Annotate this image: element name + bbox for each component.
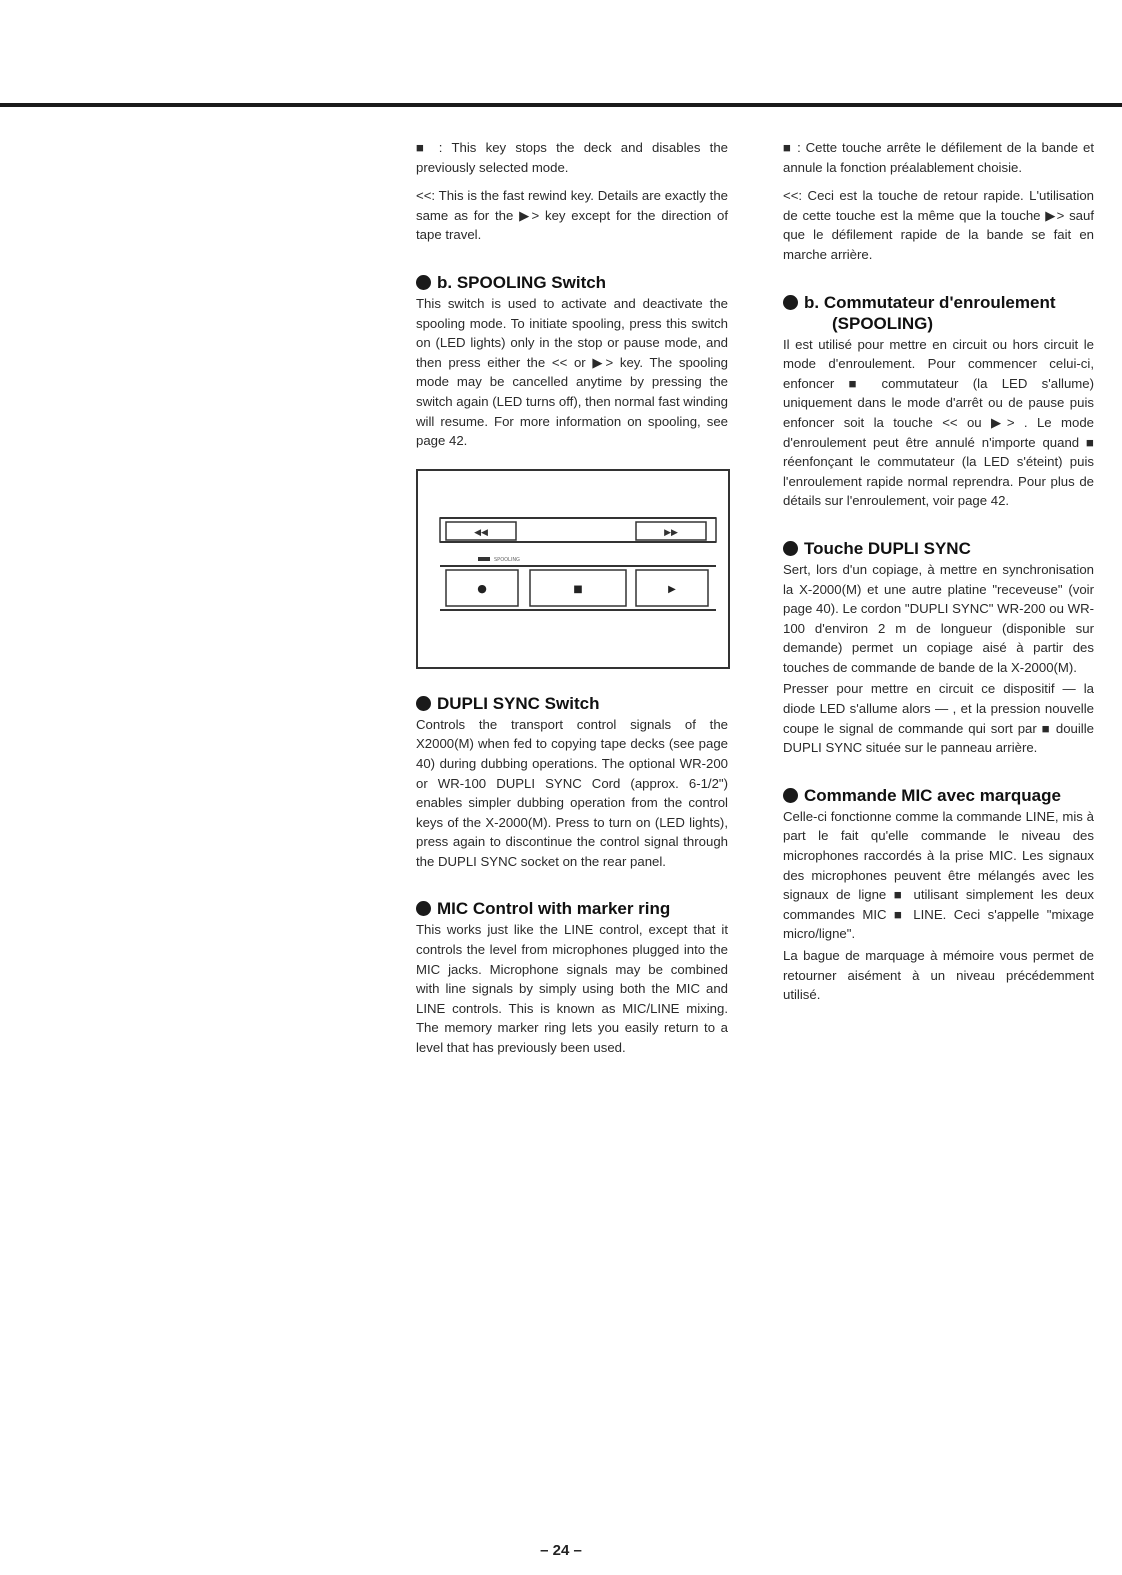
rewind-icon: ◀◀ bbox=[474, 527, 488, 538]
item-number-badge bbox=[783, 295, 798, 310]
item-number-badge bbox=[416, 901, 431, 916]
dupli-sync-heading-fr bbox=[783, 538, 1094, 559]
transport-keys-figure bbox=[416, 469, 730, 669]
item-number-badge bbox=[416, 696, 431, 711]
spooling-heading-fr bbox=[783, 292, 1094, 334]
spooling-text: This switch is used to activate and deactivate the spooling mode. To initiate spooling, press this switch on (LED lights) only in the stop or pause mode, and then press either the << or ▶> key. The spooling mode may be cancelled anytime by pressing the switch again (LED turns off), then normal fast winding will resume. For more information on spooling, see page 42. bbox=[416, 295, 729, 449]
spooling-led bbox=[478, 557, 490, 561]
page-number: – 24 – bbox=[540, 1542, 582, 1559]
dupli-sync-text-fr: Sert, lors d'un copiage, à mettre en synchronisation la X-2000(M) et une autre platine "receveuse" (voir page 40). Le cordon "DUPLI SYNC" WR-200 ou WR-100 d'environ 2 m de longueur (disponible sur demande) permet un copiage aisé à partir des touches de commande de bande de la X-2000(M). bbox=[783, 561, 1094, 675]
english-column bbox=[416, 138, 728, 1067]
rewind-key-text-fr: <<: Ceci est la touche de retour rapide. L'utilisation de cette touche est la même que la touche ▶> sauf que le défilement rapide de la bande se fait en marche arrière. bbox=[783, 188, 1094, 262]
led-label: SPOOLING bbox=[494, 556, 520, 563]
spooling-heading-fr-text bbox=[804, 292, 1056, 334]
play-icon: ▶ bbox=[668, 583, 676, 595]
top-rule bbox=[0, 103, 1122, 107]
spooling-heading-fr-line1: b. Commutateur d'enroulement bbox=[804, 292, 1056, 312]
dupli-sync-heading-text: DUPLI SYNC Switch bbox=[437, 693, 600, 713]
item-number-badge bbox=[783, 541, 798, 556]
mic-control-heading bbox=[416, 898, 728, 919]
spooling-text-fr: Il est utilisé pour mettre en circuit ou hors circuit le mode d'enroulement. Pour commencer celui-ci, enfoncer ■ commutateur (la LED s'allume) uniquement dans le mode d'arrêt ou de pause puis enfoncer soit la touche << ou ▶> . Le mode d'enroulement peut être annulé n'importe quand ■ réenfonçant le commutateur (la LED s'éteint) puis l'enroulement rapide normal reprendra. Pour plus de détails sur l'enroulement, voir page 42. bbox=[783, 336, 1094, 509]
spooling-heading-fr-line2: (SPOOLING) bbox=[832, 313, 934, 333]
mic-control-heading-fr-text: Commande MIC avec marquage bbox=[804, 785, 1061, 805]
record-icon: ● bbox=[477, 581, 487, 595]
fast-forward-icon: ▶▶ bbox=[664, 527, 678, 538]
item-number-badge bbox=[416, 275, 431, 290]
dupli-sync-text: Controls the transport control signals of the X2000(M) when fed to copying tape decks (see page 40) during dubbing operations. The optional WR-200 or WR-100 DUPLI SYNC Cord (approx. 6-1/2") enables simpler dubbing operation from the control keys of the X-2000(M). Press to turn on (LED lights), press again to discontinue the control signal through the DUPLI SYNC socket on the rear panel. bbox=[416, 716, 728, 869]
mic-control-text: This works just like the LINE control, except that it controls the level from microphones plugged into the MIC jacks. Microphone signals may be combined with line signals by simply using both the MIC and LINE controls. This is known as MIC/LINE mixing. The memory marker ring lets you easily return to a level that has previously been used. bbox=[416, 922, 728, 1056]
stop-key-text: ■ : This key stops the deck and disables the previously selected mode. bbox=[416, 140, 728, 175]
spooling-heading-text: b. SPOOLING Switch bbox=[437, 272, 607, 292]
mic-control-text-fr: Celle-ci fonctionne comme la commande LINE, mis à part le fait qu'elle commande le niveau des microphones raccordés à la prise MIC. Les signaux des microphones peuvent être mélangés avec les signaux de ligne ■ utilisant simplement les deux commandes MIC ■ LINE. Ceci s'appelle "mixage micro/ligne". bbox=[783, 808, 1094, 942]
french-column bbox=[783, 138, 1094, 1014]
dupli-sync-heading bbox=[416, 693, 728, 714]
stop-key-text-fr: ■ : Cette touche arrête le défilement de la bande et annule la fonction préalablement choisie. bbox=[783, 140, 1094, 175]
rewind-key-text: <<: This is the fast rewind key. Details are exactly the same as for the ▶> key except for the direction of tape travel. bbox=[416, 188, 728, 243]
dupli-sync-text-fr-2: Presser pour mettre en circuit ce dispositif — la diode LED s'allume alors — , et la pression nouvelle coupe le signal de commande qui sort par ■ douille DUPLI SYNC située sur le panneau arrière. bbox=[783, 681, 1094, 756]
mic-control-heading-text: MIC Control with marker ring bbox=[437, 899, 671, 919]
marker-ring-text-fr: La bague de marquage à mémoire vous permet de retourner aisément à un niveau précédemment utilisé. bbox=[783, 948, 1094, 1003]
stop-icon: ■ bbox=[573, 583, 583, 595]
transport-keys-illustration bbox=[418, 471, 728, 667]
dupli-sync-heading-fr-text: Touche DUPLI SYNC bbox=[804, 538, 971, 558]
mic-control-heading-fr bbox=[783, 785, 1094, 806]
item-number-badge bbox=[783, 788, 798, 803]
spooling-heading bbox=[416, 272, 728, 293]
